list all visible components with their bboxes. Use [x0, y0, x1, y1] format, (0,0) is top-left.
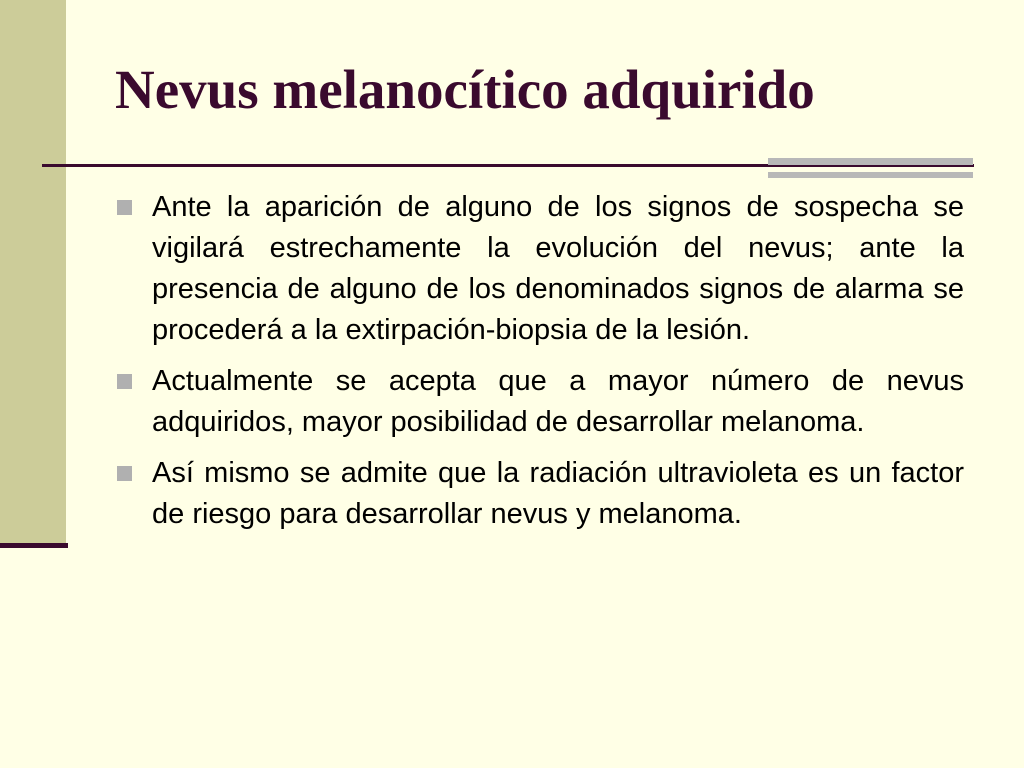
slide-title: Nevus melanocítico adquirido: [115, 59, 815, 120]
bullet-item: [112, 361, 964, 443]
bullet-list: [112, 187, 964, 545]
accent-bar-bottom: [768, 172, 973, 178]
square-bullet-icon: [117, 374, 132, 389]
square-bullet-icon: [117, 466, 132, 481]
bullet-item: [112, 187, 964, 351]
bullet-text: Ante la aparición de alguno de los signos de sospecha se vigilará estrechamente la evolución del nevus; ante la presencia de alguno de los denominados signos de alarma se procederá a la extirpación-biopsia de la lesión.: [152, 191, 964, 346]
accent-bar-top: [768, 158, 973, 165]
bullet-item: [112, 453, 964, 535]
bullet-text: Así mismo se admite que la radiación ultravioleta es un factor de riesgo para desarrollar nevus y melanoma.: [152, 457, 964, 530]
left-decorative-rule: [0, 543, 68, 548]
bullet-text: Actualmente se acepta que a mayor número de nevus adquiridos, mayor posibilidad de desarrollar melanoma.: [152, 365, 964, 438]
left-decorative-band: [0, 0, 66, 545]
square-bullet-icon: [117, 200, 132, 215]
